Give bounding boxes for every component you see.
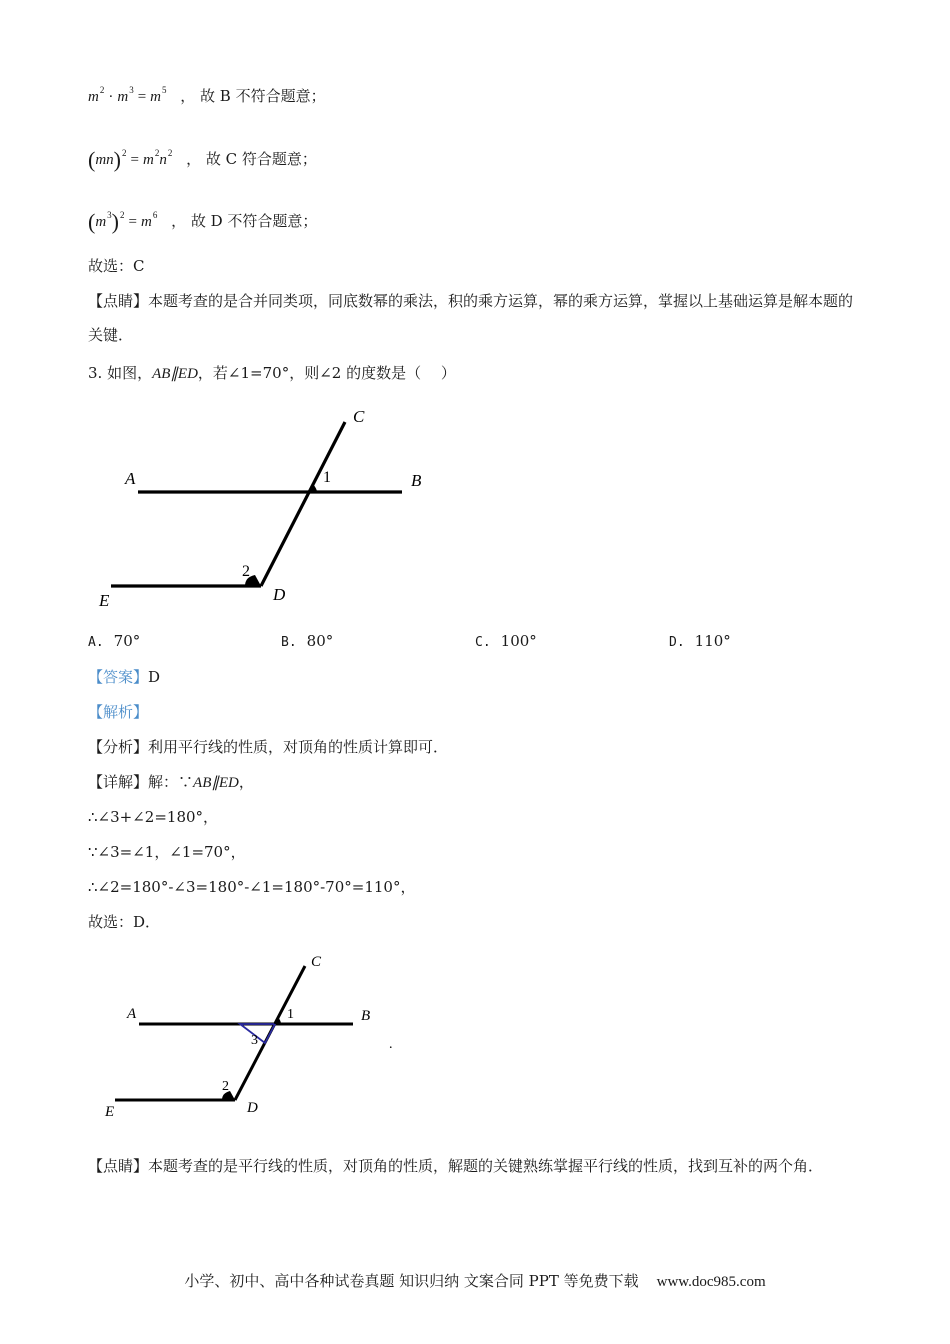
analysis-tag: 【解析】: [88, 703, 149, 721]
step-3: ∴∠2=180°-∠3=180°-∠1=180°-70°=110°，: [88, 878, 416, 896]
label-angle-1: 1: [323, 469, 331, 486]
label-e: E: [99, 591, 110, 610]
fenxi-line: 【分析】利用平行线的性质，对顶角的性质计算即可．: [88, 738, 449, 756]
choose-d: 故选：D．: [88, 913, 161, 931]
comment-block-1: [88, 284, 868, 352]
step-2: ∵∠3=∠1，∠1=70°，: [88, 843, 246, 861]
footer-site-link[interactable]: www.doc985.com: [656, 1274, 766, 1290]
line-cd: [261, 422, 345, 586]
step-1: ∴∠3+∠2=180°，: [88, 808, 219, 826]
option-d[interactable]: D. 110°: [669, 632, 731, 650]
choose-c: 故选：C: [88, 257, 145, 275]
option-c[interactable]: C. 100°: [475, 632, 537, 650]
comment-block-2: [88, 1149, 868, 1183]
options-row: [88, 632, 868, 652]
label-angle-1-2: 1: [287, 1007, 294, 1022]
comment2-text: 本题考查的是平行线的性质，对顶角的性质，解题的关键熟练掌握平行线的性质，找到互补的两个角．: [148, 1157, 824, 1175]
xiangjie-line: 【详解】解：∵AB∥ED，: [88, 773, 254, 791]
comment-tag: 【点睛】: [88, 292, 149, 310]
comment2-tag: 【点睛】: [88, 1157, 149, 1175]
label-d: D: [273, 585, 286, 604]
label-angle-3: 3: [251, 1033, 258, 1048]
trailing-dot: .: [389, 1037, 393, 1052]
question-3: 3. 如图，AB∥ED，若∠1=70°，则∠2 的度数是（ ）: [88, 364, 456, 382]
option-b[interactable]: B. 80°: [281, 632, 334, 650]
page-footer: [0, 1270, 950, 1291]
solution-c-text: ， 故 C 符合题意；: [186, 150, 317, 168]
label-angle-2-2: 2: [222, 1079, 229, 1094]
answer-value: D: [148, 668, 161, 686]
label-d-2: D: [247, 1100, 258, 1116]
figure-1: [85, 400, 445, 620]
label-c-2: C: [311, 954, 322, 970]
label-e-2: E: [105, 1104, 115, 1120]
solution-line-b: [88, 80, 326, 107]
label-b: B: [411, 471, 422, 490]
label-a-2: A: [127, 1006, 137, 1022]
label-c: C: [353, 407, 365, 426]
solution-d-text: ， 故 D 不符合题意；: [171, 212, 318, 230]
comment-text: 本题考查的是合并同类项，同底数幂的乘法，积的乘方运算，幂的乘方运算，掌握以上基础运算是解本题的关键．: [88, 292, 854, 344]
label-angle-2: 2: [242, 563, 250, 580]
option-a[interactable]: A. 70°: [88, 632, 141, 650]
answer-tag: 【答案】: [88, 668, 149, 686]
formula-b: $m^2 \cdot m^3 = m^5$: [88, 85, 167, 105]
formula-d: $(m^3)^2 = m^6$: [88, 209, 158, 234]
solution-line-c: [88, 143, 317, 170]
label-b-2: B: [361, 1008, 371, 1024]
figure-2: [95, 948, 415, 1128]
solution-line-d: [88, 205, 317, 232]
label-a: A: [125, 469, 136, 488]
solution-b-text: ， 故 B 不符合题意；: [180, 87, 326, 105]
parallel-notation: AB∥ED: [152, 366, 198, 382]
footer-text: 小学、初中、高中各种试卷真题 知识归纳 文案合同 PPT 等免费下载: [184, 1272, 639, 1290]
answer-line: [88, 667, 160, 687]
formula-c: $(mn)^2 = m^2n^2$: [88, 147, 173, 172]
